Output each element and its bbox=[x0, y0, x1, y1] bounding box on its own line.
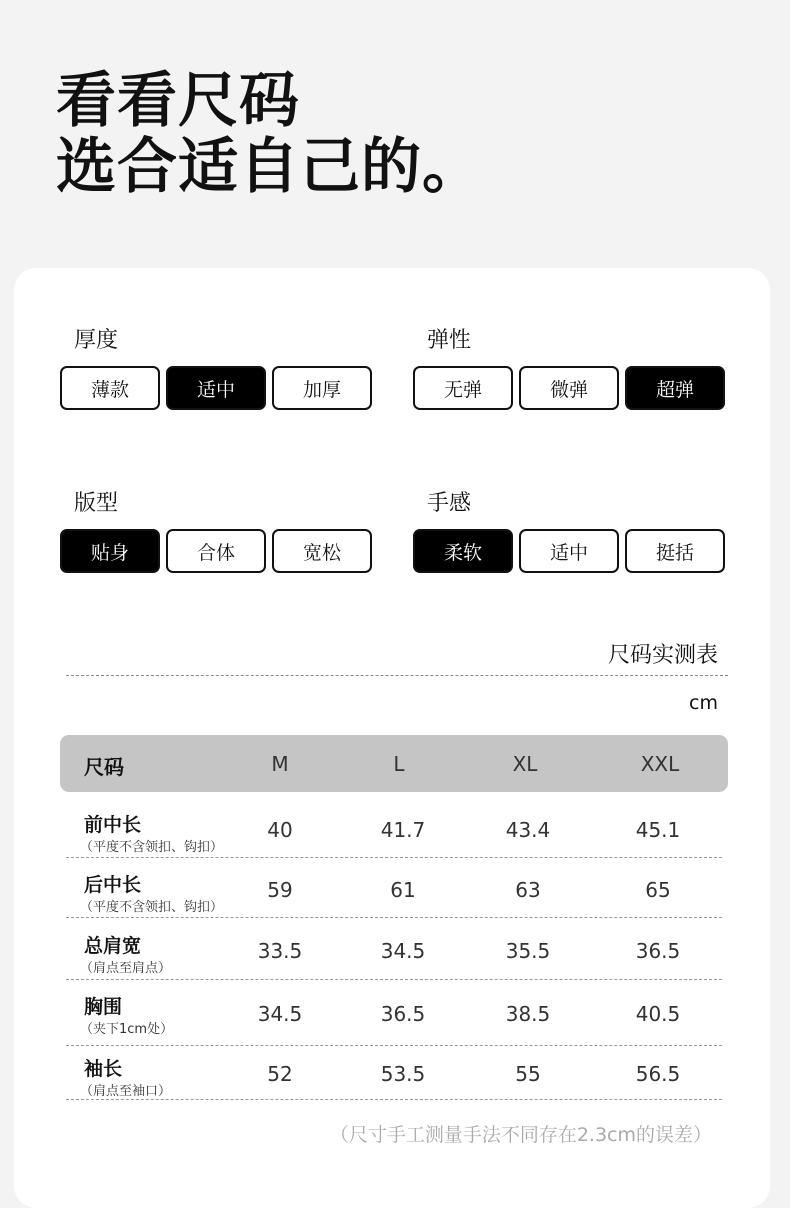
size-table-title: 尺码实测表 bbox=[607, 643, 718, 668]
row-divider bbox=[66, 1099, 722, 1100]
elasticity-option-slight[interactable]: 微弹 bbox=[519, 366, 619, 410]
header-size-xl: XL bbox=[512, 752, 538, 776]
thickness-option-thin[interactable]: 薄款 bbox=[60, 366, 160, 410]
row-value: 33.5 bbox=[257, 939, 303, 963]
title-line-2: 选合适自己的。 bbox=[56, 132, 483, 202]
row-name: 总肩宽 bbox=[84, 935, 142, 957]
row-value: 34.5 bbox=[380, 939, 426, 963]
feel-option-crisp[interactable]: 挺括 bbox=[625, 529, 725, 573]
header-size-l: L bbox=[393, 752, 405, 776]
row-note: （平度不含领扣、钩扣） bbox=[80, 840, 224, 855]
row-value: 38.5 bbox=[505, 1002, 551, 1026]
row-value: 52 bbox=[267, 1062, 293, 1086]
row-value: 53.5 bbox=[380, 1062, 426, 1086]
thickness-option-medium[interactable]: 适中 bbox=[166, 366, 266, 410]
feel-options bbox=[413, 529, 725, 573]
row-value: 36.5 bbox=[380, 1002, 426, 1026]
size-card bbox=[14, 268, 770, 1208]
title-line-1: 看看尺码 bbox=[56, 66, 300, 136]
row-value: 45.1 bbox=[635, 818, 681, 842]
size-table-header bbox=[60, 735, 728, 792]
row-divider bbox=[66, 979, 722, 980]
row-name: 后中长 bbox=[84, 874, 142, 896]
row-value: 61 bbox=[390, 878, 416, 902]
row-name: 袖长 bbox=[84, 1058, 123, 1080]
row-value: 63 bbox=[515, 878, 541, 902]
header-size-xxl: XXL bbox=[640, 752, 680, 776]
fit-label: 版型 bbox=[74, 491, 119, 516]
elasticity-option-high[interactable]: 超弹 bbox=[625, 366, 725, 410]
elasticity-options bbox=[413, 366, 725, 410]
fit-option-loose[interactable]: 宽松 bbox=[272, 529, 372, 573]
feel-option-soft[interactable]: 柔软 bbox=[413, 529, 513, 573]
row-value: 59 bbox=[267, 878, 293, 902]
measurement-footnote: （尺寸手工测量手法不同存在2.3cm的误差） bbox=[329, 1124, 712, 1146]
row-value: 36.5 bbox=[635, 939, 681, 963]
feel-option-medium[interactable]: 适中 bbox=[519, 529, 619, 573]
row-value: 65 bbox=[645, 878, 671, 902]
fit-options bbox=[60, 529, 372, 573]
row-note: （平度不含领扣、钩扣） bbox=[80, 900, 224, 915]
row-divider bbox=[66, 857, 722, 858]
row-value: 35.5 bbox=[505, 939, 551, 963]
row-value: 43.4 bbox=[505, 818, 551, 842]
fit-option-slim[interactable]: 贴身 bbox=[60, 529, 160, 573]
thickness-label: 厚度 bbox=[74, 328, 119, 353]
row-value: 56.5 bbox=[635, 1062, 681, 1086]
row-note: （肩点至肩点） bbox=[80, 961, 172, 976]
header-size-label: 尺码 bbox=[84, 755, 124, 779]
thickness-option-thick[interactable]: 加厚 bbox=[272, 366, 372, 410]
row-value: 40 bbox=[267, 818, 293, 842]
row-note: （肩点至袖口） bbox=[80, 1084, 172, 1099]
row-value: 40.5 bbox=[635, 1002, 681, 1026]
page-title bbox=[56, 68, 483, 200]
thickness-options bbox=[60, 366, 372, 410]
row-divider bbox=[66, 1045, 722, 1046]
row-value: 55 bbox=[515, 1062, 541, 1086]
feel-label: 手感 bbox=[427, 491, 472, 516]
header-size-m: M bbox=[271, 752, 289, 776]
row-name: 胸围 bbox=[84, 996, 123, 1018]
row-name: 前中长 bbox=[84, 814, 142, 836]
row-note: （夹下1cm处） bbox=[80, 1022, 174, 1037]
row-divider bbox=[66, 917, 722, 918]
row-value: 34.5 bbox=[257, 1002, 303, 1026]
elasticity-option-none[interactable]: 无弹 bbox=[413, 366, 513, 410]
row-value: 41.7 bbox=[380, 818, 426, 842]
elasticity-label: 弹性 bbox=[427, 328, 472, 353]
title-divider bbox=[66, 675, 728, 676]
unit-label: cm bbox=[689, 692, 718, 714]
fit-option-regular[interactable]: 合体 bbox=[166, 529, 266, 573]
